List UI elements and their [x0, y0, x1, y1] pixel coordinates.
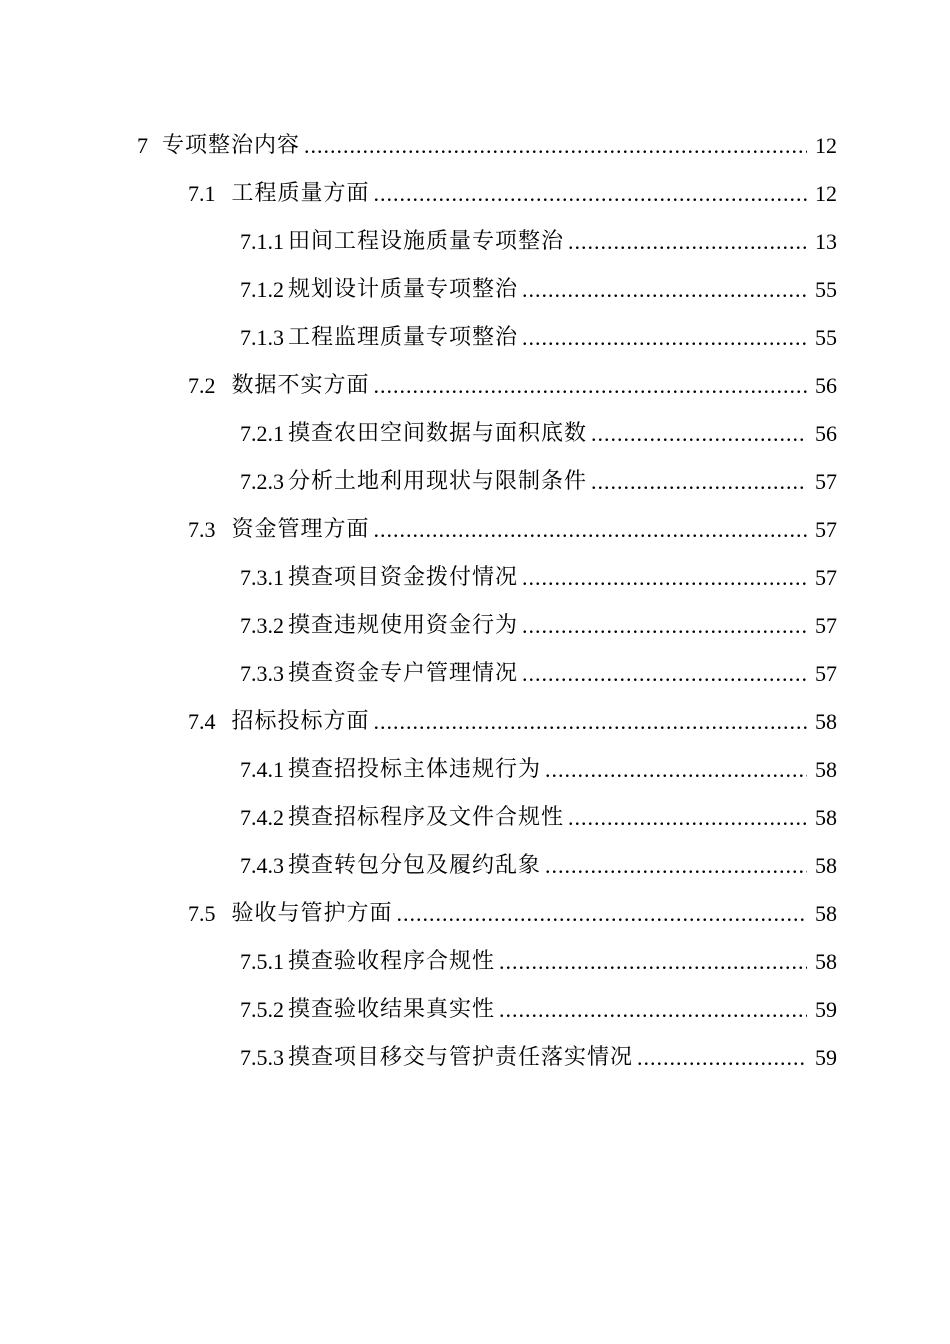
toc-entry-title: 分析土地利用现状与限制条件	[288, 469, 588, 494]
toc-entry[interactable]	[0, 170, 950, 218]
dot-leader	[304, 122, 807, 170]
toc-entry-number: 7.2.3	[240, 469, 284, 494]
toc-entry-title: 摸查招标程序及文件合规性	[288, 805, 565, 830]
toc-entry-number: 7.4	[188, 709, 216, 734]
dot-leader	[522, 602, 807, 650]
toc-entry-page-number: 12	[815, 181, 837, 206]
toc-entry-page-number: 58	[815, 901, 837, 926]
toc-entry[interactable]	[0, 698, 950, 746]
toc-entry-page-number: 57	[815, 661, 837, 686]
toc-entry-page-number: 59	[815, 997, 837, 1022]
toc-entry-title: 摸查验收程序合规性	[288, 949, 496, 974]
toc-entry-page-number: 57	[815, 469, 837, 494]
table-of-contents	[0, 122, 950, 1082]
toc-entry-number: 7.2.1	[240, 421, 284, 446]
toc-entry-page-number: 56	[815, 373, 837, 398]
dot-leader	[545, 842, 807, 890]
toc-entry[interactable]	[0, 410, 950, 458]
dot-leader	[591, 458, 807, 506]
toc-entry[interactable]	[0, 650, 950, 698]
dot-leader	[374, 362, 807, 410]
dot-leader	[591, 410, 807, 458]
toc-entry-number: 7.1.1	[240, 229, 284, 254]
toc-entry-number: 7.1.2	[240, 277, 284, 302]
toc-entry-title: 摸查项目资金拨付情况	[288, 565, 519, 590]
dot-leader	[374, 506, 807, 554]
toc-entry-page-number: 57	[815, 613, 837, 638]
dot-leader	[568, 794, 807, 842]
toc-entry-page-number: 59	[815, 1045, 837, 1070]
toc-entry-title: 摸查转包分包及履约乱象	[288, 853, 542, 878]
toc-entry-number: 7.3	[188, 517, 216, 542]
toc-entry[interactable]	[0, 1034, 950, 1082]
toc-entry[interactable]	[0, 986, 950, 1034]
toc-entry[interactable]	[0, 938, 950, 986]
toc-entry-page-number: 58	[815, 757, 837, 782]
dot-leader	[522, 650, 807, 698]
toc-entry-title: 摸查违规使用资金行为	[288, 613, 519, 638]
dot-leader	[499, 938, 807, 986]
dot-leader	[499, 986, 807, 1034]
toc-entry-number: 7.5.2	[240, 997, 284, 1022]
dot-leader	[374, 698, 807, 746]
toc-entry-title: 资金管理方面	[231, 517, 370, 542]
toc-entry-page-number: 12	[815, 133, 837, 158]
toc-entry[interactable]	[0, 506, 950, 554]
toc-entry-number: 7.5	[188, 901, 216, 926]
toc-entry-page-number: 55	[815, 277, 837, 302]
dot-leader	[568, 218, 807, 266]
toc-entry-number: 7.4.3	[240, 853, 284, 878]
toc-entry[interactable]	[0, 266, 950, 314]
toc-entry[interactable]	[0, 842, 950, 890]
toc-entry-page-number: 57	[815, 517, 837, 542]
toc-entry-title: 工程监理质量专项整治	[288, 325, 519, 350]
dot-leader	[374, 170, 807, 218]
dot-leader	[522, 554, 807, 602]
toc-entry[interactable]	[0, 746, 950, 794]
toc-entry-page-number: 58	[815, 853, 837, 878]
toc-entry-title: 招标投标方面	[231, 709, 370, 734]
toc-entry[interactable]	[0, 314, 950, 362]
toc-entry-page-number: 57	[815, 565, 837, 590]
toc-entry[interactable]	[0, 218, 950, 266]
toc-entry-title: 摸查招投标主体违规行为	[288, 757, 542, 782]
toc-entry[interactable]	[0, 890, 950, 938]
toc-entry[interactable]	[0, 458, 950, 506]
toc-entry-title: 摸查农田空间数据与面积底数	[288, 421, 588, 446]
toc-entry-number: 7.3.2	[240, 613, 284, 638]
toc-entry[interactable]	[0, 362, 950, 410]
toc-entry-title: 规划设计质量专项整治	[288, 277, 519, 302]
toc-entry-number: 7.1	[188, 181, 216, 206]
toc-entry-page-number: 55	[815, 325, 837, 350]
dot-leader	[522, 266, 807, 314]
toc-entry-number: 7.5.3	[240, 1045, 284, 1070]
toc-entry-title: 摸查验收结果真实性	[288, 997, 496, 1022]
toc-entry-title: 专项整治内容	[162, 133, 301, 158]
toc-entry[interactable]	[0, 602, 950, 650]
toc-entry-number: 7	[137, 133, 148, 158]
toc-entry-number: 7.4.1	[240, 757, 284, 782]
toc-entry-title: 摸查项目移交与管护责任落实情况	[288, 1045, 634, 1070]
toc-entry-page-number: 58	[815, 709, 837, 734]
toc-entry-number: 7.4.2	[240, 805, 284, 830]
dot-leader	[522, 314, 807, 362]
toc-entry[interactable]	[0, 794, 950, 842]
toc-entry-page-number: 13	[815, 229, 837, 254]
toc-entry-number: 7.3.1	[240, 565, 284, 590]
dot-leader	[545, 746, 807, 794]
dot-leader	[637, 1034, 807, 1082]
toc-entry-number: 7.5.1	[240, 949, 284, 974]
dot-leader	[397, 890, 807, 938]
toc-entry[interactable]	[0, 554, 950, 602]
toc-entry-title: 摸查资金专户管理情况	[288, 661, 519, 686]
toc-entry-title: 数据不实方面	[231, 373, 370, 398]
toc-entry-number: 7.3.3	[240, 661, 284, 686]
toc-entry-title: 工程质量方面	[231, 181, 370, 206]
toc-entry-page-number: 56	[815, 421, 837, 446]
toc-entry-number: 7.1.3	[240, 325, 284, 350]
toc-entry[interactable]	[0, 122, 950, 170]
toc-entry-page-number: 58	[815, 805, 837, 830]
toc-entry-title: 田间工程设施质量专项整治	[288, 229, 565, 254]
toc-entry-number: 7.2	[188, 373, 216, 398]
toc-entry-title: 验收与管护方面	[231, 901, 393, 926]
toc-entry-page-number: 58	[815, 949, 837, 974]
